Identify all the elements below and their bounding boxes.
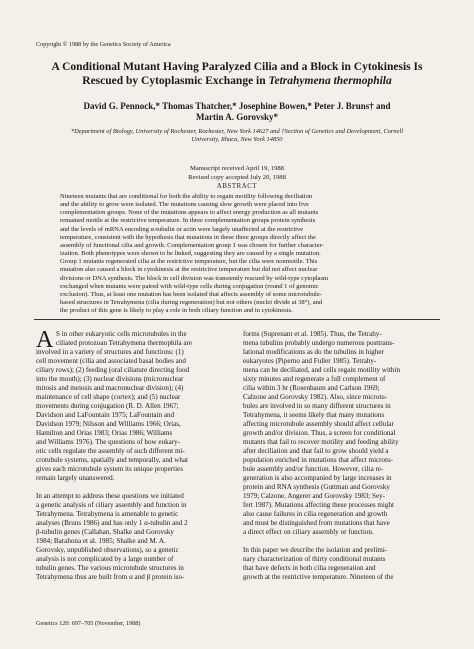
text-line: that have defects in both cilia regeneration and	[243, 563, 376, 572]
text-line: remain largely unanswered.	[36, 473, 115, 482]
text-line: cilia within 3 hr (Rosenbaum and Carlson 1969;	[243, 383, 380, 392]
text-line: Calzone and Gorovsky 1982). Also, since microtu-	[243, 392, 388, 401]
right-column	[243, 330, 439, 582]
text-line: mena tubulins probably undergo numerous posttrans-	[243, 338, 395, 347]
text-line: growth and/or division. Thus, a screen for conditional	[243, 428, 396, 437]
text-line: protein and RNA synthesis (Guttman and Gorovsky	[243, 482, 390, 491]
text-line: 1979; Calzone, Angerer and Gorovsky 1983; Sey-	[243, 491, 386, 500]
text-line: into the mouth); (3) nuclear divisions (micronuclear	[36, 374, 184, 383]
title-line-2	[20, 74, 454, 88]
affiliation-line-1: *Department of Biology, University of Rochester, Rochester, New York 14627 and †Section of Genetics and Development, Cornell	[70, 128, 404, 135]
text-line: analysis is not complicated by a large number of	[36, 554, 174, 563]
title-species: Tetrahymena thermophila	[268, 75, 392, 87]
text-line: a genetic analysis of ciliary assembly and function in	[36, 500, 187, 509]
text-line: gives each microtubule system its unique properties	[36, 464, 183, 473]
text-line: 1984; Barahona et al. 1985; Shalke and M. A.	[36, 536, 166, 545]
left-column	[36, 327, 232, 582]
text-line: tubulin genes. The various microtubule structures in	[36, 563, 184, 572]
text-line	[243, 537, 439, 546]
affiliation-line-2: University, Ithaca, New York 14850	[191, 136, 283, 143]
abstract-body	[60, 193, 415, 315]
text-line: based structures in Tetrahymena (cilia during regeneration) but not others (nuclei divide at 38°), and	[60, 299, 323, 307]
text-line: In this paper we describe the isolation and prelimi-	[243, 545, 388, 554]
authors-line-2: Martin A. Gorovsky*	[195, 112, 279, 122]
text-line: crotubule systems, spatially and temporally, and what	[36, 455, 189, 464]
text-line: population enriched in mutations that affect microtu-	[243, 455, 393, 464]
text-line: generation is also accompanied by large increases in	[243, 473, 392, 482]
text-line: assembly of functional cilia and growth. Complementation group 1 was chosen for further character-	[60, 241, 324, 249]
text-line: involved in a variety of structures and functions: (1)	[36, 347, 184, 356]
text-line: otic cells regulate the assembly of such different mi-	[36, 446, 185, 455]
text-line: Nineteen mutants that are conditional for both the ability to regain motility following deciliation	[60, 193, 313, 200]
text-line: and must be distinguished from mutations that have	[243, 518, 390, 527]
text-line: Davidson 1979; Nilsson and Williams 1966; Orias,	[36, 419, 181, 428]
title-line-1: A Conditional Mutant Having Paralyzed Cilia and a Block in Cytokinesis Is	[51, 61, 423, 73]
text-line: temperature, consistent with the hypothesis that mutations in these three groups directly affect the	[60, 233, 316, 241]
accepted-date: Revised copy accepted July 20, 1988	[188, 173, 286, 181]
text-line: fert 1987). Mutations affecting these processes might	[243, 500, 394, 509]
text-line: β-tubulin genes (Callahan, Shalke and Gorovsky	[36, 527, 174, 536]
text-line: remained motile at the restrictive temperature. In three complementation groups protein synthesis	[60, 217, 316, 225]
text-line: ization. Both phenotypes were shown to be linked, suggesting they are caused by a single mutation.	[60, 250, 321, 258]
author-list	[20, 101, 454, 123]
journal-citation-footer: Genetics 120: 697–705 (November, 1988)	[36, 620, 141, 627]
received-date: Manuscript received April 19, 1988	[190, 165, 284, 172]
text-line: analyses (Bruns 1986) and has only 1 α-tubulin and 2	[36, 518, 188, 527]
text-line: Gorovsky, unpublished observations), so a genetic	[36, 545, 179, 554]
affiliations	[30, 128, 444, 144]
title-line-2-plain: Rescued by Cytoplasmic Exchange in	[82, 75, 269, 87]
text-line: exchanged when mutants were paired with wild-type cells during conjugation (round 1 of genomic	[60, 282, 319, 290]
text-line: the product of this gene is likely to play a role in both ciliary function and in cytokinesis.	[60, 307, 293, 315]
text-line: and the ability to grow were isolated. The mutations causing slow growth were placed into five	[60, 201, 309, 209]
text-line: affecting microtubule assembly should affect cellular	[243, 419, 394, 428]
text-line: bules are involved in so many different structures in	[243, 401, 391, 410]
text-line: bule assembly and/or function. However, cilia re-	[243, 464, 384, 473]
section-divider	[34, 319, 440, 320]
text-line: Davidson and LaFountain 1975; LaFountain and	[36, 410, 175, 419]
text-line: and the levels of mRNA encoding α-tubulin or actin were largely unaffected at the restrictive	[60, 225, 304, 233]
text-line: after deciliation and that fail to grow should yield a	[243, 446, 389, 455]
authors-line-1: David G. Pennock,* Thomas Thatcher,* Josephine Bowen,* Peter J. Bruns† and	[83, 101, 391, 111]
text-line: divisions or DNA synthesis. The block in cell division was transiently rescued by wild-type cytoplasm	[60, 274, 329, 282]
text-line: mutation also caused a block in cytokinesis at the restrictive temperature but did not affect nuclear	[60, 266, 318, 274]
text-line: and Williams 1976). The questions of how eukary-	[36, 437, 181, 446]
text-line: mitosis and meiosis and macronuclear division); (4)	[36, 383, 184, 392]
text-line: maintenance of cell shape (cortex); and (5) nuclear	[36, 392, 181, 401]
text-line: In an attempt to address these questions we initiated	[36, 491, 184, 500]
copyright-notice: Copyright © 1988 by the Genetics Society of America	[36, 41, 171, 48]
article-title	[20, 60, 454, 88]
text-line: Hamilton and Orias 1983; Orias 1986; Williams	[36, 428, 173, 437]
text-line: growth at the restrictive temperature. Nineteen of the	[243, 572, 394, 581]
text-line: Group 1 mutants regenerated cilia at the restrictive temperature, but the cilia were nonmotile. This	[60, 258, 318, 266]
text-line: a direct effect on ciliary assembly or function.	[243, 527, 374, 536]
text-line: nary characterization of thirty conditional mutants	[243, 554, 386, 563]
text-line: exclusion). Thus, at least one mutation has been isolated that affects assembly of some microtubule-	[60, 290, 322, 298]
text-line: Tetrahymena thus are built from α and β protein iso-	[36, 572, 185, 581]
text-line: mena can be deciliated, and cells regain motility within	[243, 365, 400, 374]
text-line: mutants that fail to recover motility and feeding ability	[243, 437, 399, 446]
text-line: eukaryotes (Piperno and Fuller 1985). Tetrahy-	[243, 356, 377, 365]
drop-cap: A	[36, 327, 54, 353]
text-line: S in other eukaryotic cells microtubules in the	[56, 330, 187, 338]
text-line: ciliated protozoan Tetrahymena thermophila are	[56, 338, 193, 347]
abstract-heading: ABSTRACT	[216, 183, 258, 190]
text-line: sixty minutes and regenerate a full complement of	[243, 374, 386, 383]
manuscript-dates	[20, 165, 454, 182]
text-line: ciliary rows); (2) feeding (oral ciliature directing food	[36, 365, 190, 374]
text-line: Tetrahymena, it seems likely that many mutations	[243, 410, 385, 419]
text-line: cell movement (cilia and associated basal bodies and	[36, 356, 186, 365]
text-line: complementation groups. None of the mutations appears to affect energy production as all mutants	[60, 209, 319, 217]
text-line: also cause failures in cilia regeneration and growth	[243, 509, 388, 518]
text-line: movements during conjugation (R. D. Allen 1967;	[36, 401, 179, 410]
text-line: lational modifications as do the tubulins in higher	[243, 347, 384, 356]
text-line	[36, 483, 232, 492]
text-line: forms (Suprenant et al. 1985). Thus, the Tetrahy-	[243, 330, 382, 338]
text-line: Tetrahymena. Tetrahymena is amenable to genetic	[36, 509, 179, 518]
